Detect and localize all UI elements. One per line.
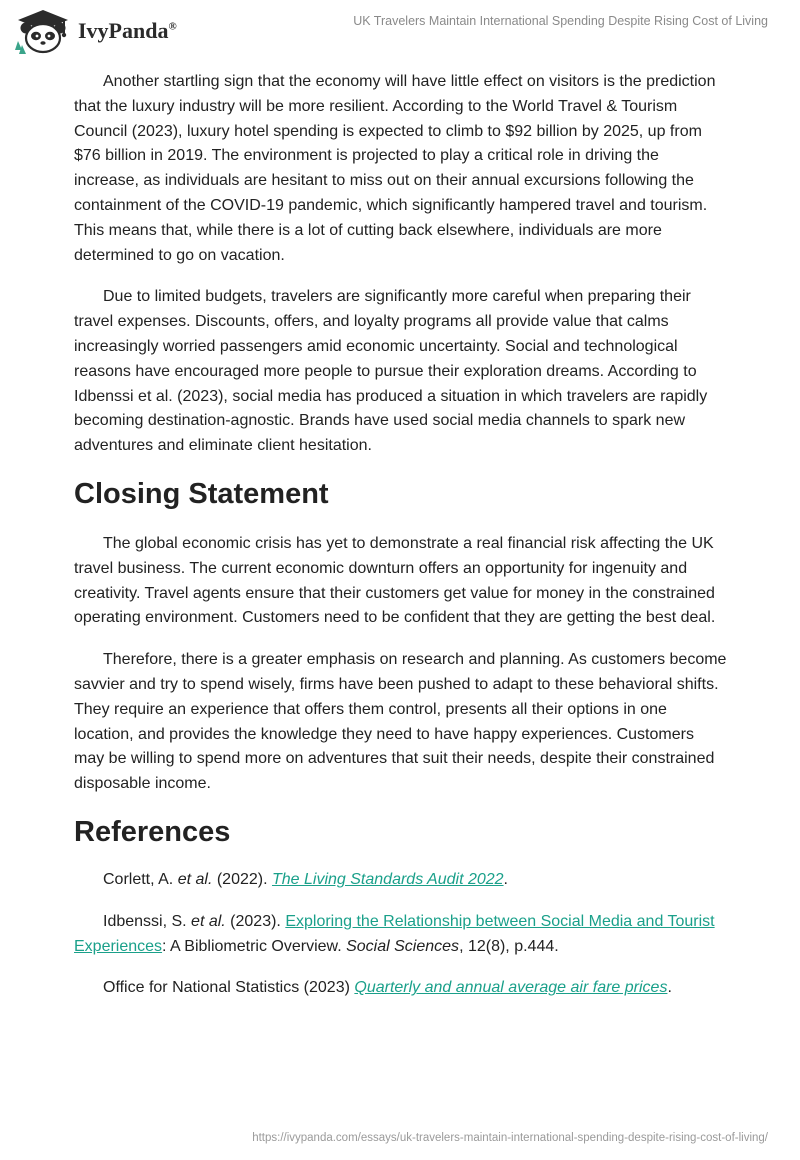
brand-name: IvyPanda® bbox=[78, 18, 177, 43]
reference-item: Office for National Statistics (2023) Quarterly and annual average air fare prices. bbox=[103, 979, 672, 997]
paragraph: Therefore, there is a greater emphasis on research and planning. As customers become savvier and try to spend wisely, firms have been pushed to adapt to these behavioral shifts. They require an experience that offers them control, presents all their options in one location, and provides the knowledge they need to have happy experiences. Customers may be willing to spend more on adventures that suit their needs, despite their constrained disposable income. bbox=[74, 651, 727, 793]
ivypanda-logo[interactable] bbox=[14, 8, 214, 56]
panda-graduate-icon bbox=[14, 8, 72, 56]
running-title: UK Travelers Maintain International Spending Despite Rising Cost of Living bbox=[353, 14, 768, 28]
paragraph: Another startling sign that the economy will have little effect on visitors is the prediction that the luxury industry will be more resilient. According to the World Travel & Tourism Council (2023), luxury hotel spending is expected to climb to $92 billion by 2025, up from $76 billion in 2019. The environment is projected to play a critical role in driving the increase, as individuals are hesitant to miss out on their annual excursions following the containment of the COVID-19 pandemic, which significantly hampered travel and tourism. This means that, while there is a lot of cutting back elsewhere, individuals are more determined to go on vacation. bbox=[74, 73, 716, 264]
paragraph: The global economic crisis has yet to demonstrate a real financial risk affecting the UK travel business. The current economic downturn offers an opportunity for ingenuity and creativity. Travel agents ensure that their customers get value for money in the constrained operating environment. Customers need to be confident that they are getting the best deal. bbox=[74, 534, 716, 627]
footer-url[interactable]: https://ivypanda.com/essays/uk-travelers-maintain-international-spending-despite-rising-cost-of-living/ bbox=[252, 1132, 768, 1144]
reference-item: Idbenssi, S. et al. (2023). Exploring the Relationship between Social Media and Tourist Experiences: A Bibliometric Overview. Social Sciences, 12(8), p.444. bbox=[74, 912, 715, 955]
references-heading: References bbox=[74, 815, 231, 848]
closing-statement-heading: Closing Statement bbox=[74, 477, 329, 510]
reference-link[interactable]: Exploring the Relationship between Social Media and Tourist Experiences bbox=[74, 912, 715, 955]
reference-link[interactable]: Quarterly and annual average air fare prices bbox=[354, 979, 668, 997]
paragraph: Due to limited budgets, travelers are significantly more careful when preparing their travel expenses. Discounts, offers, and loyalty programs all provide value that calms increasingly worried passengers amid economic uncertainty. Social and technological reasons have encouraged more people to pursue their exploration dreams. According to Idbenssi et al. (2023), social media has produced a situation in which travelers are rapidly becoming destination-agnostic. Brands have used social media channels to spark new adventures and eliminate client hesitation. bbox=[74, 288, 708, 455]
reference-link[interactable]: The Living Standards Audit 2022 bbox=[271, 870, 504, 888]
reference-item: Corlett, A. et al. (2022). The Living Standards Audit 2022. bbox=[103, 870, 508, 888]
page-header bbox=[0, 0, 800, 64]
essay-content bbox=[74, 70, 728, 1018]
